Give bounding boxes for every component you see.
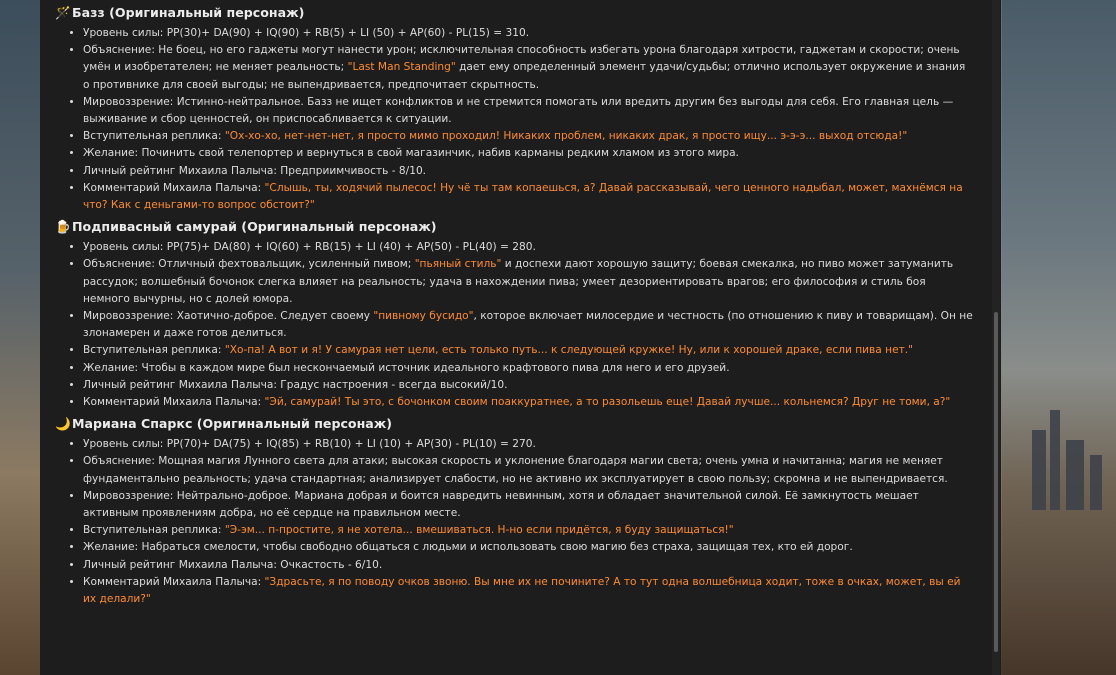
- character-block: [55, 0, 975, 214]
- intro-line: • Вступительная реплика: "Ох-хо-хо, нет-нет-нет, я просто мимо проходил! Никаких проблем, никаких драк, я просто ищу... э-э-э... выход отсюда!": [83, 128, 975, 145]
- ruin-shape: [1090, 455, 1102, 510]
- alignment: • Мировоззрение: Истинно-нейтральное. Базз не ищет конфликтов и не стремится помогать или вредить другим без выгоды для себя. Его главная цель — выживание и сбор ценностей, он приспосабливается к ситуации.: [83, 94, 975, 128]
- comment: • Комментарий Михаила Палыча: "Эй, самурай! Ты это, с бочонком своим поаккуратнее, а то разольешь еще! Давай лучше... кольнемся? Друг не томи, а?": [83, 394, 975, 411]
- alignment: • Мировоззрение: Нейтрально-доброе. Мариана добрая и боится навредить невинным, хотя и обладает значительной силой. Её замкнутость мешает активным проявлениям добра, но её сердце на правильном месте.: [83, 488, 975, 522]
- power-level: • Уровень силы: PP(70)+ DA(75) + IQ(85) + RB(10) + LI (10) + AP(30) - PL(10) = 270.: [83, 436, 975, 453]
- ruin-shape: [1066, 440, 1084, 510]
- explanation: • Объяснение: Не боец, но его гаджеты могут нанести урон; исключительная способность избегать урона благодаря хитрости, гаджетам и скорости; очень умён и изобретателен; не меняет реальность; "Last Man Standing" дает ему определенный элемент удачи/судьбы; отлично использует окружение и знания о противнике для своей выгоды; не выпендривается, предпочитает скрытность.: [83, 42, 975, 94]
- rating: • Личный рейтинг Михаила Палыча: Предприимчивость - 8/10.: [83, 163, 975, 180]
- character-details: [55, 239, 975, 411]
- message-content: [55, 0, 975, 608]
- character-details: [55, 436, 975, 608]
- explanation: • Объяснение: Отличный фехтовальщик, усиленный пивом; "пьяный стиль" и доспехи дают хорошую защиту; боевая смекалка, но пиво может затуманить рассудок; волшебный бочонок слегка влияет на реальность; удача в нахождении пива; умеет дезориентировать врагов; его философия и стиль боя немного вычурны, но с долей юмора.: [83, 256, 975, 308]
- highlight-text: "пивному бусидо": [373, 310, 474, 323]
- character-heading: [55, 214, 975, 239]
- character-details: [55, 25, 975, 214]
- character-name: Подпивасный самурай (Оригинальный персонаж): [72, 219, 437, 235]
- wish: • Желание: Починить свой телепортер и вернуться в свой магазинчик, набив карманы редким хламом из этого мира.: [83, 145, 975, 162]
- wish: • Желание: Набраться смелости, чтобы свободно общаться с людьми и использовать свою магию без страха, защищая тех, кто ей дорог.: [83, 539, 975, 556]
- rating: • Личный рейтинг Михаила Палыча: Очкастость - 6/10.: [83, 557, 975, 574]
- ruin-shape: [1050, 410, 1060, 510]
- quote-text: "Здрасьте, я по поводу очков звоню. Вы мне их не почините? А то тут одна волшебница ходит, тоже в очках, может, вы ей их делали?": [83, 575, 961, 606]
- rating: • Личный рейтинг Михаила Палыча: Градус настроения - всегда высокий/10.: [83, 377, 975, 394]
- comment: • Комментарий Михаила Палыча: "Здрасьте, я по поводу очков звоню. Вы мне их не почините? А то тут одна волшебница ходит, тоже в очках, может, вы ей их делали?": [83, 574, 975, 608]
- quote-text: "Хо-па! А вот и я! У самурая нет цели, есть только путь... к следующей кружке! Ну, или к хорошей драке, если пива нет.": [224, 344, 914, 357]
- intro-line: • Вступительная реплика: "Хо-па! А вот и я! У самурая нет цели, есть только путь... к следующей кружке! Ну, или к хорошей драке, если пива нет.": [83, 342, 975, 359]
- quote-text: "Эй, самурай! Ты это, с бочонком своим поаккуратнее, а то разольешь еще! Давай лучше... кольнемся? Друг не томи, а?": [264, 396, 951, 409]
- character-name: Базз (Оригинальный персонаж): [72, 5, 305, 20]
- wish: • Желание: Чтобы в каждом мире был нескончаемый источник идеального крафтового пива для него и его друзей.: [83, 360, 975, 377]
- character-name: Мариана Спаркс (Оригинальный персонаж): [72, 416, 393, 432]
- highlight-text: "Last Man Standing": [347, 61, 456, 74]
- wand-icon: 🪄: [55, 5, 71, 20]
- character-heading: [55, 0, 975, 25]
- alignment: • Мировоззрение: Хаотично-доброе. Следует своему "пивному бусидо", которое включает милосердие и честность (по отношению к пиву и товарищам). Он не злонамерен и даже готов делиться.: [83, 308, 975, 342]
- character-heading: [55, 411, 975, 436]
- beer-icon: 🍺: [55, 219, 71, 235]
- background-right: [1002, 0, 1116, 675]
- highlight-text: "пьяный стиль": [414, 258, 502, 271]
- intro-line: • Вступительная реплика: "Э-эм... п-простите, я не хотела... вмешиваться. Н-но если придётся, я буду защищаться!": [83, 522, 975, 539]
- character-block: [55, 214, 975, 411]
- explanation: • Объяснение: Мощная магия Лунного света для атаки; высокая скорость и уклонение благодаря магии света; очень умна и начитанна; магия не меняет фундаментально реальность; удача стандартная; анализирует слабости, но не активно их эксплуатирует в свою пользу; скромна и не выпендривается.: [83, 453, 975, 487]
- quote-text: "Э-эм... п-простите, я не хотела... вмешиваться. Н-но если придётся, я буду защищаться!": [224, 524, 734, 537]
- ruin-shape: [1032, 430, 1046, 510]
- power-level: • Уровень силы: PP(75)+ DA(80) + IQ(60) + RB(15) + LI (40) + AP(50) - PL(40) = 280.: [83, 239, 975, 256]
- character-block: [55, 411, 975, 608]
- scrollbar-thumb[interactable]: [994, 312, 998, 652]
- moon-icon: 🌙: [55, 416, 71, 432]
- quote-text: "Слышь, ты, ходячий пылесос! Ну чё ты там копаешься, а? Давай рассказывай, чего ценного надыбал, может, махнёмся на что? Как с деньгами-то вопрос обстоит?": [83, 181, 963, 212]
- quote-text: "Ох-хо-хо, нет-нет-нет, я просто мимо проходил! Никаких проблем, никаких драк, я просто ищу... э-э-э... выход отсюда!": [224, 130, 908, 143]
- comment: • Комментарий Михаила Палыча: "Слышь, ты, ходячий пылесос! Ну чё ты там копаешься, а? Давай рассказывай, чего ценного надыбал, может, махнёмся на что? Как с деньгами-то вопрос обстоит?": [83, 180, 975, 214]
- background-left: [0, 0, 40, 675]
- power-level: • Уровень силы: PP(30)+ DA(90) + IQ(90) + RB(5) + LI (50) + AP(60) - PL(15) = 310.: [83, 25, 975, 42]
